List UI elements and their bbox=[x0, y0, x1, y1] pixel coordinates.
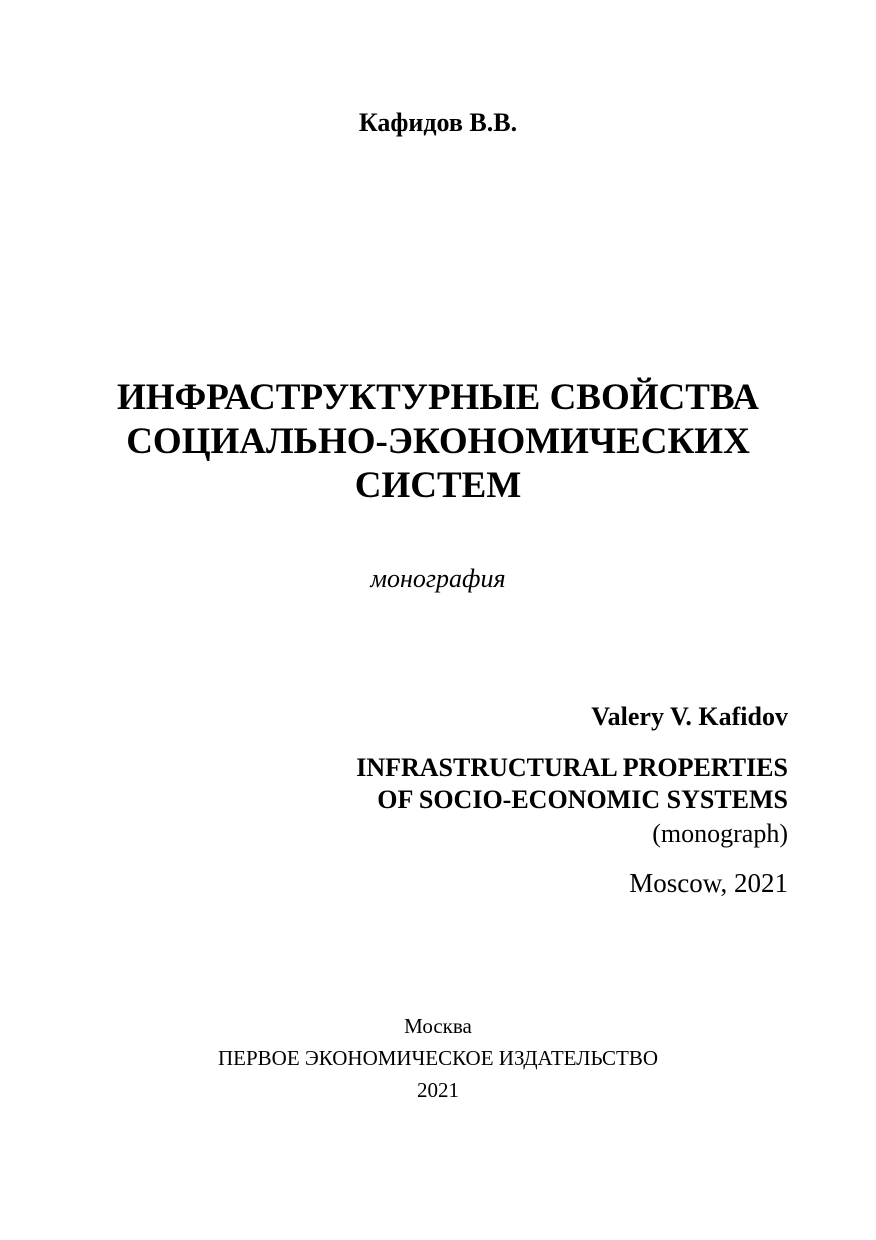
book-title-ru-line-1: ИНФРАСТРУКТУРНЫЕ СВОЙСТВА bbox=[116, 377, 760, 418]
author-name-en: Valery V. Kafidov bbox=[591, 702, 788, 731]
imprint-year: 2021 bbox=[417, 1078, 459, 1102]
book-title-ru-line-3: СИСТЕМ bbox=[354, 465, 522, 506]
author-name-ru: Кафидов В.В. bbox=[358, 108, 518, 137]
book-title-ru-line-2: СОЦИАЛЬНО-ЭКОНОМИЧЕСКИХ bbox=[126, 421, 750, 462]
english-block bbox=[228, 700, 788, 900]
book-title-ru bbox=[0, 376, 876, 508]
imprint bbox=[0, 1010, 876, 1106]
genre-ru: монография bbox=[370, 564, 506, 593]
imprint-publisher: ПЕРВОЕ ЭКОНОМИЧЕСКОЕ ИЗДАТЕЛЬСТВО bbox=[217, 1046, 659, 1070]
book-title-en-line-2: OF SOCIO-ECONOMIC SYSTEMS bbox=[377, 785, 788, 814]
book-title-en bbox=[228, 752, 788, 816]
book-title-en-line-1: INFRASTRUCTURAL PROPERTIES bbox=[356, 753, 788, 782]
place-year-en: Moscow, 2021 bbox=[629, 868, 788, 898]
imprint-city: Москва bbox=[404, 1014, 472, 1038]
genre-en: (monograph) bbox=[652, 819, 788, 848]
